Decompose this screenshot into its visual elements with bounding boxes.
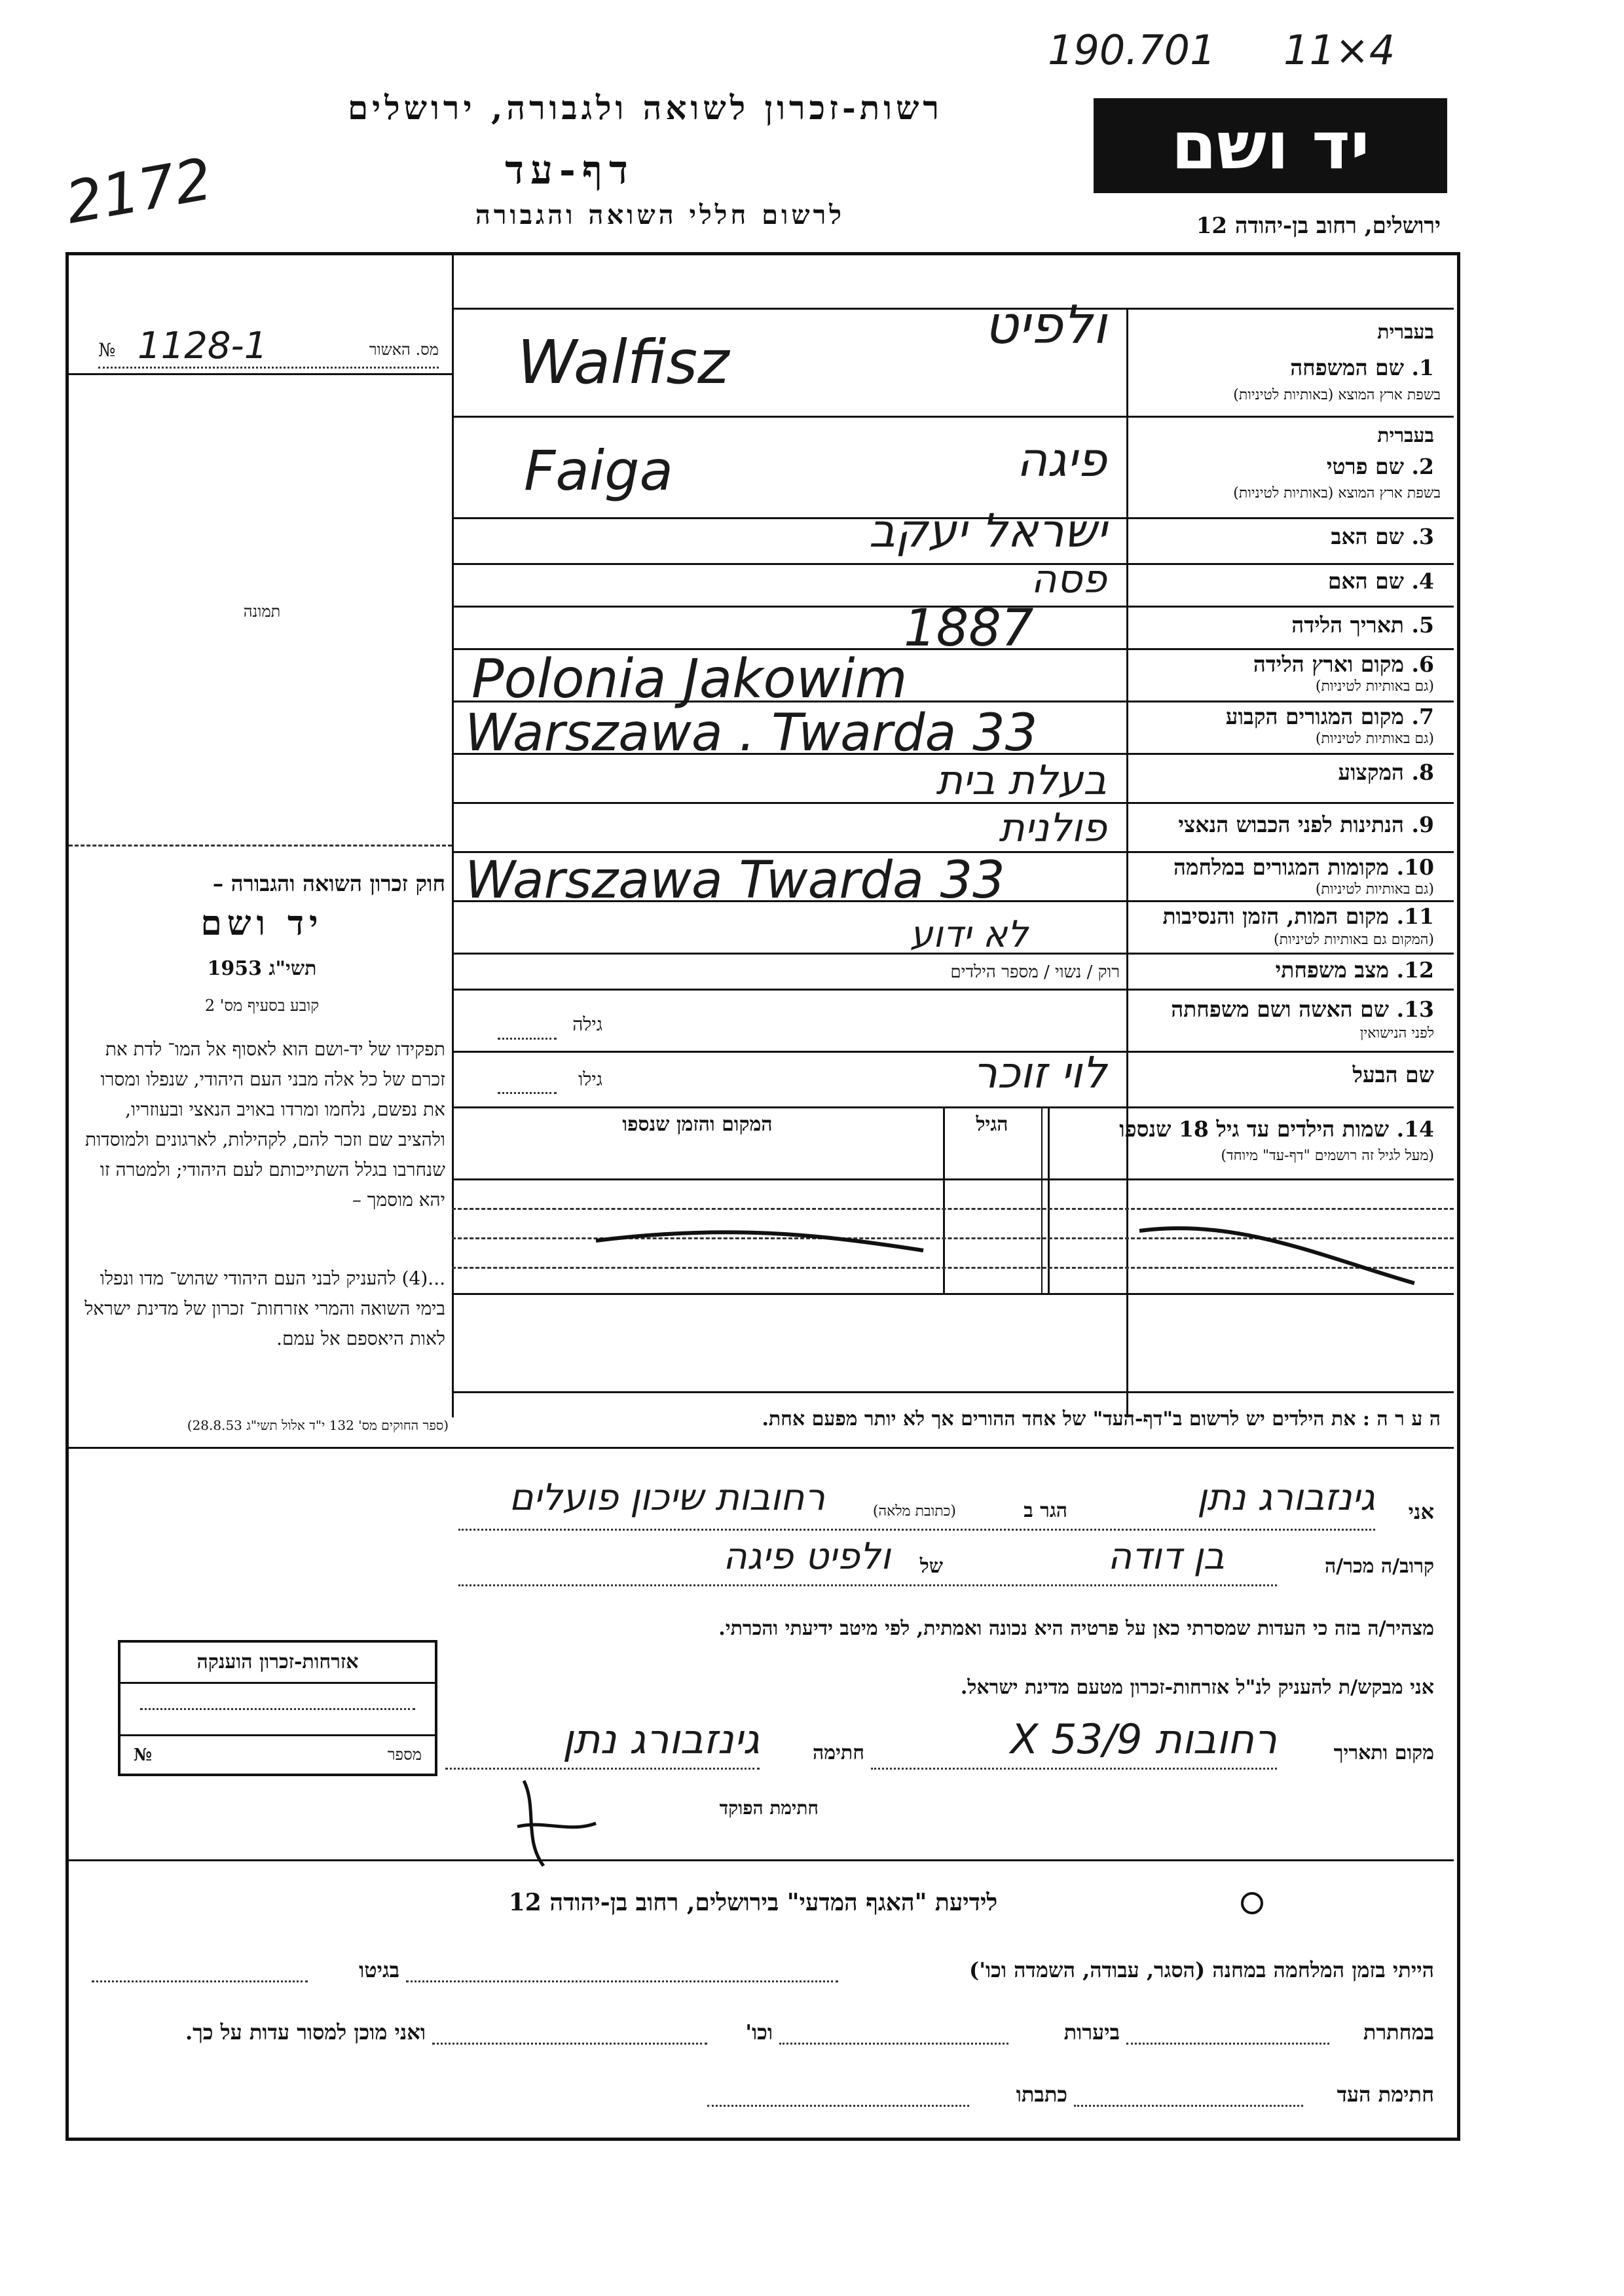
footer-line2-dots-1: [1126, 2043, 1329, 2045]
field-6-sub: (גם באותיות לטיניות): [1315, 678, 1434, 695]
field-3-value-he: ישראל יעקב: [868, 504, 1107, 558]
strike-line-left: [596, 1232, 923, 1250]
footer-title: לידיעת "האגף המדעי" בירושלים, רחוב בן-יהודה 12: [508, 1889, 998, 1916]
field-11-label: [1133, 903, 1434, 930]
field-8-label: [1133, 759, 1434, 786]
relation-of: של: [919, 1555, 943, 1578]
archive-note-2: 11×4: [1283, 26, 1395, 74]
note-top-line: [452, 1391, 1454, 1393]
row-12-line: [452, 989, 1454, 991]
field-7-value: Warszawa . Twarda 33: [465, 704, 1038, 763]
footer-line3-dots-2: [707, 2105, 969, 2107]
field-12-num: 12.: [1396, 957, 1434, 983]
place-date-label: מקום ותאריך: [1333, 1741, 1434, 1764]
photo-label: תמונה: [243, 602, 281, 621]
photo-bottom-line: [69, 845, 452, 847]
field-10-label-text: מקומות המגורים במלחמה: [1173, 854, 1390, 880]
field-9-label-text: הנתינות לפני הכבוש הנאצי: [1178, 812, 1405, 837]
children-col-place: המקום והזמן שנספו: [622, 1113, 773, 1136]
row-husband-line: [452, 1106, 1454, 1108]
husband-value-he: לוי זוכר: [972, 1048, 1107, 1098]
field-9-value-he: פולנית: [999, 805, 1107, 851]
citizenship-title-underline: [120, 1682, 435, 1684]
row-11-line: [452, 953, 1454, 955]
footer-line3-dots-1: [1074, 2105, 1303, 2107]
form-subtitle: לרשום חללי השואה והגבורה: [475, 200, 845, 230]
footer-line1-a: הייתי בזמן המלחמה במחנה (הסגר, עבודה, השמדה וכו'): [969, 1958, 1434, 1982]
field-13-age-line: [498, 1038, 557, 1040]
footer-line2-d: ואני מוכן למסור עדות על כך.: [185, 2020, 426, 2045]
citizenship-number-label: מספר: [387, 1745, 422, 1764]
field-5-label-text: תאריך הלידה: [1291, 612, 1405, 638]
citizenship-number-prefix: №: [134, 1745, 153, 1765]
field-1-num: 1.: [1411, 355, 1434, 380]
law-footnote: (ספר החוקים מס' 132 י"ד אלול תשי"ג 28.8.53): [187, 1417, 449, 1433]
children-strike-lines: [452, 1178, 1454, 1296]
field-11-label-text: מקום המות, הזמן והנסיבות: [1162, 903, 1390, 929]
relation-value: בן דודה: [1107, 1535, 1225, 1578]
footer-line1-dots-2: [92, 1980, 308, 1982]
law-year: תשי"ג 1953: [207, 957, 317, 980]
place-date-line: [871, 1768, 1277, 1770]
approval-prefix: №: [98, 339, 116, 361]
footer-line2-b: ביערות: [1063, 2020, 1120, 2045]
field-1-sub: בשפת ארץ המוצא (באותיות לטיניות): [1233, 387, 1441, 403]
officer-label: חתימת הפוקד: [719, 1797, 819, 1819]
place-date-value: רחובות 9/X 53: [1010, 1715, 1277, 1763]
field-6-label: [1133, 651, 1434, 678]
citizenship-box: [118, 1640, 437, 1776]
signature-value: גינזבורג נתן: [562, 1715, 760, 1763]
footer-top-line: [69, 1859, 1454, 1861]
note-bottom-line: [69, 1447, 1454, 1449]
declarant-hint: (כתובת מלאה): [872, 1503, 956, 1520]
field-11-sub: (המקום גם באותיות לטיניות): [1274, 932, 1434, 948]
officer-signature-mark: [498, 1768, 616, 1899]
husband-age-label: גילו: [578, 1068, 602, 1090]
field-7-num: 7.: [1411, 704, 1434, 729]
citizenship-title: אזרחות-זכרון הוענקה: [196, 1650, 359, 1673]
field-7-sub: (גם באותיות לטיניות): [1315, 731, 1434, 747]
citizenship-number-row: [120, 1734, 435, 1773]
field-9-num: 9.: [1411, 812, 1434, 837]
field-9-label: [1133, 812, 1434, 838]
signature-label: חתימה: [813, 1741, 864, 1764]
authority-name: רשות-זכרון לשואה ולגבורה, ירושלים: [347, 88, 943, 127]
field-13-label-text: שם האשה ושם משפחתה: [1171, 996, 1390, 1022]
field-4-label-text: שם האם: [1327, 568, 1405, 594]
declarant-line-2: [458, 1584, 1277, 1586]
logo-text: יד ושם: [1171, 107, 1370, 184]
declarant-address: רחובות שיכון פועלים: [509, 1476, 825, 1519]
children-bottom-line: [452, 1293, 1454, 1295]
husband-age-line: [498, 1092, 557, 1094]
footer-line2-dots-3: [432, 2043, 707, 2045]
field-5-num: 5.: [1411, 612, 1434, 638]
approval-number-row: [98, 327, 439, 369]
request-text: אני מבקש/ת להעניק לנ"ל אזרחות-זכרון מטעם מדינת ישראל.: [960, 1676, 1434, 1699]
field-2-label: [1133, 454, 1434, 480]
approval-value: 1128-1: [138, 325, 268, 367]
field-3-label-text: שם האב: [1331, 524, 1405, 549]
children-num: 14.: [1396, 1116, 1434, 1142]
footer-circle-mark: [1241, 1892, 1263, 1914]
field-1-header: בעברית: [1377, 321, 1434, 344]
children-label: [1054, 1116, 1434, 1142]
field-6-value: Polonia Jakowim: [471, 648, 908, 710]
declaration-text: מצהיר/ה בזה כי העדות שמסרתי כאן על פרטיה היא נכונה ואמתית, לפי מיטב ידיעתי והכרתי.: [718, 1617, 1434, 1640]
field-4-num: 4.: [1411, 568, 1434, 594]
law-paragraph-2: ...(4) להעניק לבני העם היהודי שהוש־ מדו ונפלו בימי השואה והמרי אזרחות־ זכרון של מדינת ישראל לאות היאספם אל עמם.: [84, 1267, 445, 1349]
footer-line1-b: בגיטו: [359, 1958, 399, 1982]
husband-label: שם הבעל: [1352, 1062, 1434, 1087]
strike-line-right: [1139, 1228, 1414, 1283]
law-title: חוק זכרון השואה והגבורה –: [212, 871, 445, 896]
declarant-mid: הגר ב: [1024, 1499, 1067, 1522]
declarant-name: גינזבורג נתן: [1196, 1476, 1375, 1519]
field-12-label-text: מצב משפחתי: [1275, 957, 1390, 983]
citizenship-dots-1: [140, 1708, 415, 1710]
row-7-line: [452, 753, 1454, 755]
footer-line3-b: כתבתו: [1016, 2082, 1067, 2107]
row-8-line: [452, 802, 1454, 804]
children-label-text: שמות הילדים עד גיל 18 שנספו: [1119, 1116, 1390, 1142]
page-number-handwritten: 2172: [60, 145, 217, 237]
declarant-prefix: אני: [1408, 1499, 1434, 1524]
field-13-age-label: גילה: [572, 1013, 602, 1035]
field-7-label-text: מקום המגורים הקבוע: [1225, 704, 1405, 729]
field-6-num: 6.: [1411, 651, 1434, 677]
law-name: יד ושם: [200, 903, 323, 943]
row-6-line: [452, 701, 1454, 702]
field-8-num: 8.: [1411, 759, 1434, 785]
field-3-num: 3.: [1411, 524, 1434, 549]
field-11-num: 11.: [1396, 903, 1434, 929]
footer-line3-a: חתימת העד: [1337, 2082, 1434, 2107]
field-8-label-text: המקצוע: [1338, 759, 1405, 785]
relation-prefix: קרוב/ה מכר/ה: [1325, 1555, 1434, 1578]
field-10-num: 10.: [1396, 854, 1434, 880]
yad-vashem-logo: [1094, 98, 1447, 193]
field-1-label: [1133, 355, 1434, 381]
row-1-line: [452, 416, 1454, 418]
field-4-label: [1133, 568, 1434, 594]
field-11-value-he: לא ידוע: [910, 913, 1028, 956]
note: ה ע ר ה : את הילדים יש לרשום ב"דף-העד" של אחד ההורים אך לא יותר מפעם אחת.: [762, 1408, 1441, 1430]
footer-line1-dots: [406, 1980, 838, 1982]
field-13-sub: לפני הנישואין: [1359, 1025, 1434, 1042]
archive-note: 190.701: [1048, 26, 1216, 74]
footer-line2-a: במחתרת: [1363, 2020, 1434, 2045]
field-2-value-lat: Faiga: [524, 439, 673, 503]
field-10-value: Warszawa Twarda 33: [465, 851, 1005, 910]
field-5-label: [1133, 612, 1434, 638]
relation-name: ולפיט פיגה: [723, 1535, 891, 1578]
photo-top-line: [69, 373, 452, 375]
field-1-label-text: שם המשפחה: [1290, 355, 1405, 380]
field-12-label: [1133, 957, 1434, 983]
address: ירושלים, רחוב בן-יהודה 12: [1196, 213, 1441, 239]
law-clause: קובע בסעיף מס' 2: [204, 996, 320, 1015]
footer-line2-c: וכו': [745, 2020, 773, 2045]
approval-label: מס. האשור: [369, 340, 439, 359]
children-sub: (מעל לגיל זה רושמים "דף-עד" מיוחד): [1221, 1148, 1434, 1164]
field-5-value: 1887: [904, 599, 1034, 658]
field-7-label: [1133, 704, 1434, 730]
field-3-label: [1133, 524, 1434, 550]
field-2-label-text: שם פרטי: [1326, 454, 1405, 479]
declarant-line-1: [458, 1529, 1375, 1531]
field-2-header: בעברית: [1377, 424, 1434, 447]
field-2-num: 2.: [1411, 454, 1434, 479]
field-12-hint: רוק / נשוי / מספר הילדים: [950, 962, 1120, 982]
field-8-value-he: בעלת בית: [936, 756, 1107, 804]
row-10-line: [452, 900, 1454, 902]
field-6-label-text: מקום וארץ הלידה: [1253, 651, 1405, 677]
field-4-value-he: פסה: [1031, 556, 1107, 602]
law-paragraph-1: תפקידו של יד-ושם הוא לאסוף אל המו־ לדת את זכרם של כל אלה מבני העם היהודי, שנפלו ומסרו את נפשם, נלחמו ומרדו באויב הנאצי ובעוזריו, ולהציב שם וזכר להם, לקהילות, לארגונים ולמוסדות שנחרבו בגלל השתייכותם לעם היהודי; ולמטרה זו יהא מוסמך –: [85, 1038, 445, 1211]
field-10-label: [1133, 854, 1434, 881]
form-title: דף-עד: [505, 147, 635, 193]
footer-line2-dots-2: [779, 2043, 1008, 2045]
field-2-sub: בשפת ארץ המוצא (באותיות לטיניות): [1233, 485, 1441, 501]
children-col-age: הגיל: [976, 1113, 1008, 1136]
field-2-value-he: פיגה: [1016, 432, 1107, 487]
field-1-value-lat: Walfisz: [517, 327, 729, 397]
field-13-num: 13.: [1396, 996, 1434, 1022]
field-13-label: [1133, 996, 1434, 1023]
field-1-value-he: ולפיט: [984, 295, 1107, 355]
field-10-sub: (גם באותיות לטיניות): [1315, 881, 1434, 898]
